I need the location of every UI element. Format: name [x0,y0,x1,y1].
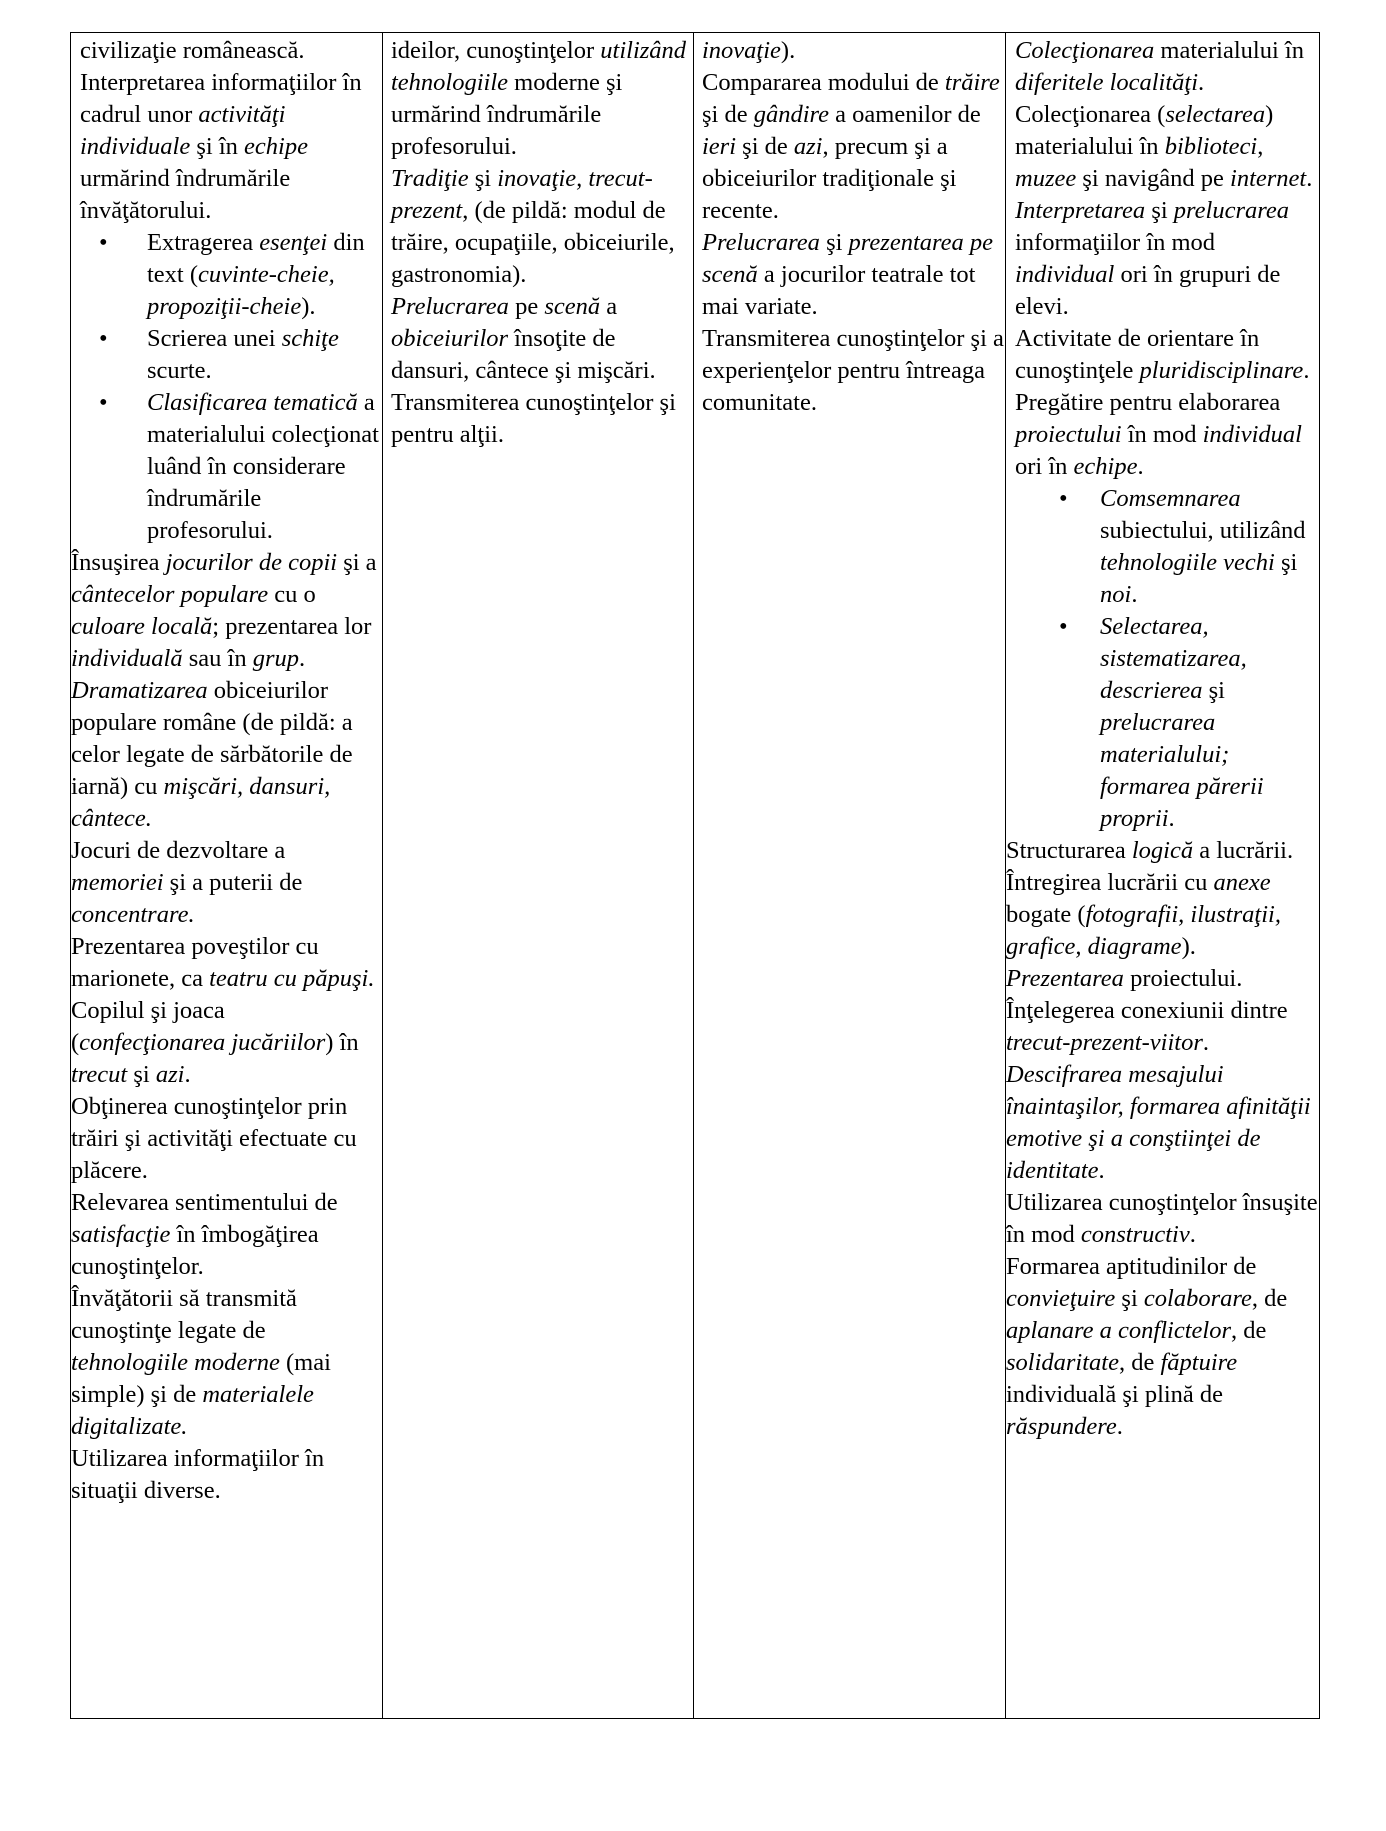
text: . [1303,357,1310,384]
paragraph [1006,995,1319,1059]
text: , precum şi a obiceiurilor tradiţionale şi recente. [702,133,957,224]
text: . [184,1061,191,1088]
italic-text: solidaritate [1006,1349,1119,1376]
paragraph [1015,195,1319,323]
col1-bottom-paragraphs [71,547,382,1507]
italic-text: inovaţie, trecut-prezent [391,165,653,224]
text: şi [1202,677,1225,704]
text: Relevarea sentimentului de [71,1189,338,1216]
italic-text: cuvinte-cheie, propoziţii-cheie [147,261,335,320]
paragraph [1015,387,1319,483]
italic-text: azi [793,133,823,160]
italic-text: proiectului [1015,421,1122,448]
paragraph [1006,835,1319,867]
italic-text: concentrare. [71,901,195,928]
text: a [600,293,618,320]
text: şi a puterii de [163,869,303,896]
paragraph [71,1283,382,1443]
text: cu o [268,581,316,608]
text: din text ( [147,229,365,288]
text: ori în [1015,453,1074,480]
text: a lucrării. [1193,837,1294,864]
italic-text: grup [252,645,299,672]
italic-text: noi [1100,581,1132,608]
italic-text: Dramatizarea [71,677,208,704]
italic-text: individuală [71,645,183,672]
paragraph [391,387,693,451]
text: Prezentarea poveştilor cu marionete, ca [71,933,319,992]
text: ). [301,293,316,320]
text: şi navigând pe [1076,165,1231,192]
italic-text: azi [155,1061,185,1088]
paragraph [702,227,1005,323]
italic-text: activităţi individuale [80,101,286,160]
italic-text: prelucrarea materialului; formarea părerii proprii [1100,709,1264,832]
text: Copilul şi joaca ( [71,997,225,1056]
text: şi a [337,549,377,576]
italic-text: Interpretarea [1015,197,1146,224]
italic-text: selectarea [1165,101,1266,128]
italic-text: logică [1131,837,1194,864]
text: Jocuri de dezvoltare a [71,837,286,864]
italic-text: Prelucrarea [391,293,509,320]
paragraph [1015,35,1319,99]
paragraph [1006,963,1319,995]
text: şi [1274,549,1298,576]
text: individuală şi plină de [1006,1381,1224,1408]
paragraph [71,547,382,835]
paragraph [71,1443,382,1507]
italic-text: Selectarea, sistematizarea, descrierea [1100,613,1247,704]
paragraph [71,931,382,1091]
italic-text: scenă [544,293,601,320]
paragraph [71,835,382,931]
text: Transmiterea cunoştinţelor şi pentru alţii. [391,389,676,448]
col2-paragraphs [383,35,693,451]
text: Extragerea [147,229,260,256]
col1-bullet-list [71,227,382,547]
italic-text: trăire [944,69,1000,96]
text: ) în [325,1029,359,1056]
paragraph [80,35,382,67]
italic-text: gândire [753,101,830,128]
text: , (de pildă: modul de trăire, ocupaţiile, obiceiurile, gastronomia). [391,197,675,288]
text: Scrierea unei [147,325,282,352]
text: , de [1251,1285,1288,1312]
text: Utilizarea informaţiilor în situaţii diverse. [71,1445,325,1504]
italic-text: fotografii, ilustraţii, grafice, diagrame [1006,901,1281,960]
italic-text: schiţe [281,325,339,352]
text: Însuşirea [71,549,166,576]
text: . [1202,1029,1209,1056]
text: ) materialului în [1015,101,1274,160]
text: şi de [702,101,754,128]
text: , de [1118,1349,1161,1376]
col4-bullet-list [1006,483,1319,835]
paragraph [71,1187,382,1283]
italic-text: Descifrarea mesajului înaintaşilor, formarea afinităţii emotive şi a conştiinţei de identitate [1006,1061,1311,1184]
italic-text: aplanare a conflictelor [1006,1317,1231,1344]
table-row [71,33,1320,1719]
text: urmărind îndrumările învăţătorului. [80,165,291,224]
text: . [1168,805,1175,832]
text: Întregirea lucrării cu [1006,869,1214,896]
text: civilizaţie românească. [80,37,305,64]
text: Obţinerea cunoştinţelor prin trăiri şi activităţi efectuate cu plăcere. [71,1093,357,1184]
text: . [1189,1221,1196,1248]
text: . [1131,581,1138,608]
paragraph [1015,323,1319,387]
italic-text: Prezentarea [1006,965,1124,992]
italic-text: tehnologiile vechi [1100,549,1275,576]
text: a jocurilor teatrale tot mai variate. [702,261,976,320]
paragraph [1015,99,1319,195]
italic-text: Clasificarea tematică [147,389,358,416]
text: ; prezentarea lor [212,613,372,640]
paragraph [71,1091,382,1187]
italic-text: cântecelor populare [71,581,269,608]
italic-text: colaborare [1143,1285,1252,1312]
italic-text: răspundere [1006,1413,1117,1440]
text: moderne şi urmărind îndrumările profesorului. [391,69,623,160]
italic-text: individual [1202,421,1302,448]
italic-text: utilizând tehnologiile [391,37,687,96]
col4-bottom-paragraphs [1006,835,1319,1443]
italic-text: memoriei [71,869,164,896]
italic-text: mişcări, dansuri, cântece. [71,773,331,832]
text: Colecţionarea ( [1015,101,1166,128]
italic-text: pluridisciplinare [1139,357,1304,384]
bullet-item [1006,483,1319,611]
text: , de [1231,1317,1267,1344]
paragraph [1006,867,1319,963]
italic-text: făptuire [1160,1349,1238,1376]
italic-text: teatru cu păpuşi. [209,965,375,992]
paragraph [702,35,1005,67]
bullet-item [71,227,382,323]
column-2-cell [383,33,694,1719]
col3-paragraphs [694,35,1005,419]
paragraph [702,323,1005,419]
italic-text: inovaţie [702,37,781,64]
italic-text: Prelucrarea [702,229,820,256]
text: . [299,645,306,672]
column-3-cell [694,33,1006,1719]
italic-text: muzee [1015,165,1077,192]
text: însoţite de dansuri, cântece şi mişcări. [391,325,656,384]
column-4-cell [1006,33,1320,1719]
text: bogate ( [1006,901,1086,928]
italic-text: prelucrarea [1173,197,1289,224]
text: . [1198,69,1205,96]
text: a oamenilor de [829,101,981,128]
text: în mod [1121,421,1203,448]
text: Învăţătorii să transmită cunoştinţe legate de [71,1285,297,1344]
bullet-item [71,323,382,387]
text: (mai simple) şi de [71,1349,331,1408]
text: , [1257,133,1264,160]
italic-text: esenţei [259,229,328,256]
text: . [1137,453,1144,480]
paragraph [391,35,693,163]
text: şi de [736,133,794,160]
text: Utilizarea cunoştinţelor însuşite în mod [1006,1189,1318,1248]
column-1-cell [71,33,383,1719]
italic-text: internet [1230,165,1307,192]
italic-text: anexe [1213,869,1271,896]
text: materialului în [1154,37,1304,64]
text: Structurarea [1006,837,1132,864]
col1-top-paragraphs [71,35,382,227]
paragraph [1006,1251,1319,1443]
italic-text: Tradiţie [391,165,469,192]
italic-text: Comsemnarea [1100,485,1241,512]
text: . [1306,165,1313,192]
paragraph [391,163,693,291]
text: Pregătire pentru elaborarea [1015,389,1281,416]
paragraph [1006,1187,1319,1251]
italic-text: jocurilor de copii [165,549,338,576]
text: Formarea aptitudinilor de [1006,1253,1257,1280]
text: Înţelegerea conexiunii dintre [1006,997,1288,1024]
italic-text: tehnologiile moderne [71,1349,280,1376]
text: în îmbogăţirea cunoştinţelor. [71,1221,319,1280]
italic-text: trecut-prezent-viitor [1006,1029,1203,1056]
text: şi [1115,1285,1144,1312]
bullet-item [1006,611,1319,835]
paragraph [391,291,693,387]
italic-text: trecut [71,1061,128,1088]
paragraph [1006,1059,1319,1187]
text: . [1116,1413,1123,1440]
content-table [70,32,1320,1719]
text: ideilor, cunoştinţelor [391,37,601,64]
text: . [1098,1157,1105,1184]
italic-text: biblioteci [1164,133,1258,160]
text: pe [508,293,545,320]
italic-text: individual [1015,261,1115,288]
italic-text: convieţuire [1006,1285,1116,1312]
text: scurte. [147,357,212,384]
text: şi [127,1061,156,1088]
text: şi [1145,197,1174,224]
text: şi [468,165,498,192]
text: Activitate de orientare în cunoştinţele [1015,325,1260,384]
text: şi în [190,133,245,160]
text: ori în grupuri de elevi. [1015,261,1281,320]
italic-text: ieri [702,133,737,160]
italic-text: prezentarea pe scenă [702,229,993,288]
italic-text: confecţionarea jucăriilor [79,1029,326,1056]
italic-text: obiceiurilor [391,325,509,352]
text: Transmiterea cunoştinţelor şi a experienţelor pentru întreaga comunitate. [702,325,1004,416]
text: ). [1181,933,1196,960]
text: sau în [182,645,253,672]
text: subiectului, utilizând [1100,517,1306,544]
italic-text: materialele digitalizate. [71,1381,314,1440]
paragraph [80,67,382,227]
text: ). [780,37,796,64]
paragraph [702,67,1005,227]
text: proiectului. [1123,965,1243,992]
text: informaţiilor în mod [1015,229,1216,256]
italic-text: echipe [1073,453,1138,480]
text: şi [819,229,849,256]
text: a materialului colecţionat luând în considerare îndrumările profesorului. [147,389,379,544]
italic-text: diferitele localităţi [1015,69,1199,96]
bullet-item [71,387,382,547]
text: Compararea modului de [702,69,945,96]
text: Interpretarea informaţiilor în cadrul unor [80,69,362,128]
col4-top-paragraphs [1006,35,1319,483]
text: obiceiurilor populare române (de pildă: a celor legate de sărbătorile de iarnă) cu [71,677,353,800]
italic-text: culoare locală [71,613,213,640]
italic-text: satisfacţie [71,1221,171,1248]
italic-text: Colecţionarea [1015,37,1155,64]
italic-text: constructiv [1080,1221,1190,1248]
italic-text: echipe [244,133,308,160]
